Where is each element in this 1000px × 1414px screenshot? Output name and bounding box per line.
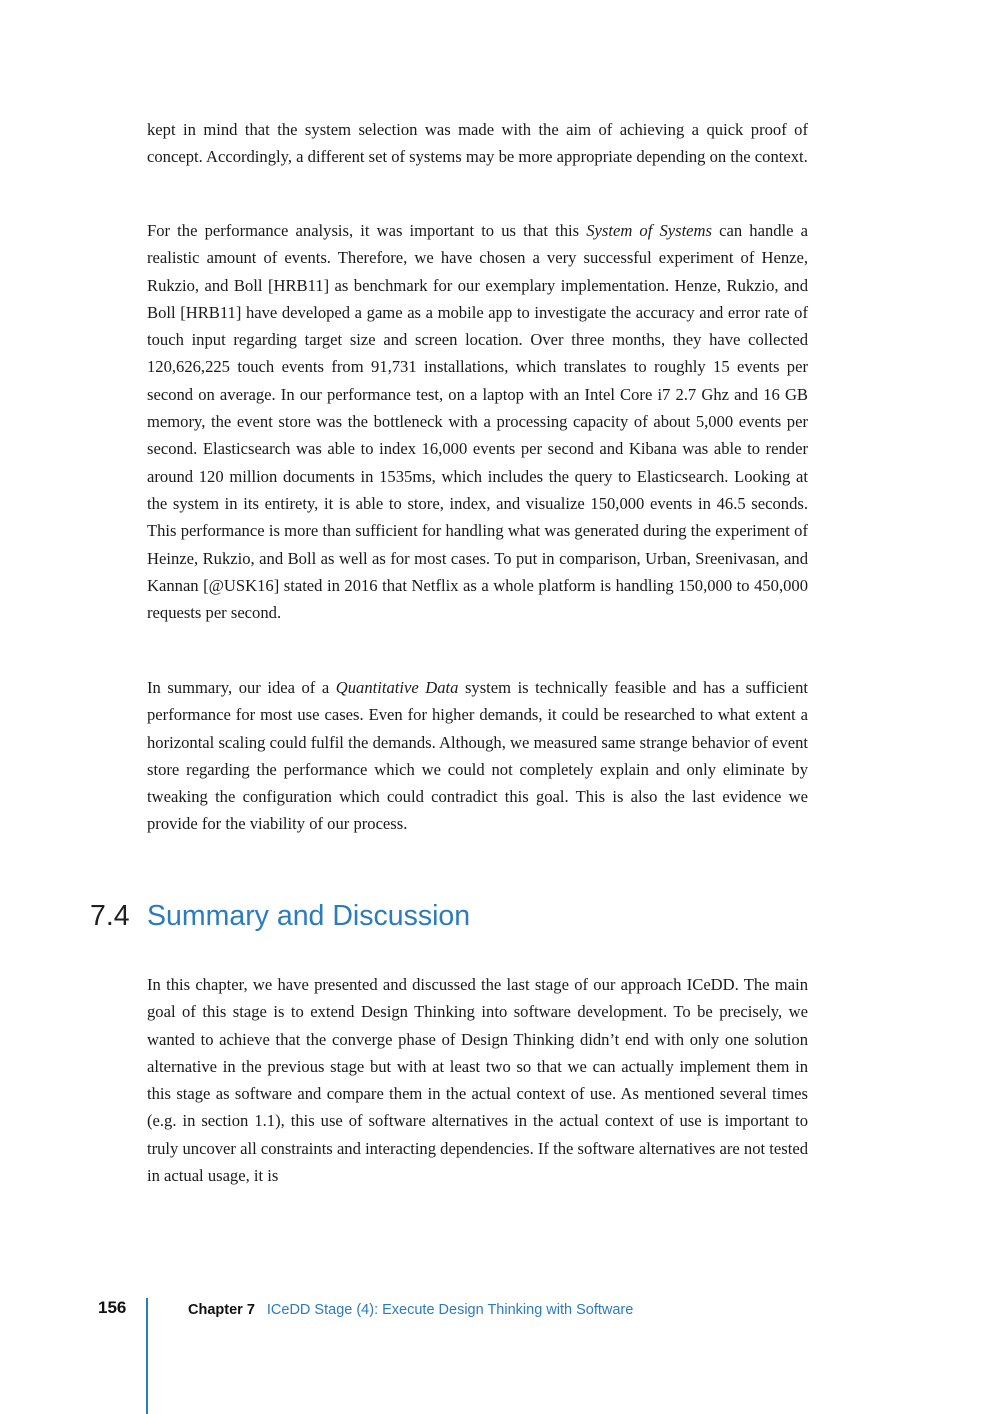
running-footer <box>188 1302 633 1318</box>
paragraph-4 <box>147 971 808 1189</box>
paragraph-3-text-start: In summary, our idea of a <box>147 678 336 697</box>
section-number: 7.4 <box>90 900 130 932</box>
footer-chapter-title: ICeDD Stage (4): Execute Design Thinking with Software <box>266 1302 634 1318</box>
paragraph-3-emphasis: Quantitative Data <box>335 678 459 697</box>
paragraph-2-emphasis: System of Systems <box>586 221 712 240</box>
paragraph-4-text: In this chapter, we have presented and discussed the last stage of our approach ICeDD. The main goal of this stage is to extend Design Thinking into software development. To be precisely, we wanted to achieve that the converge phase of Design Thinking didn’t end with only one solution alternative in the previous stage but with at least two so that we can actually implement them in this stage as software and compare them in the actual context of use. As mentioned several times (e.g. in section 1.1), this use of software alternatives in the actual context of use is important to truly uncover all constraints and interacting dependencies. If the software alternatives are not tested in actual usage, it is <box>147 975 808 1186</box>
footer-divider <box>146 1298 148 1414</box>
paragraph-3-text-end: system is technically feasible and has a sufficient performance for most use cases. Even for higher demands, it could be researched to what extent a horizontal scaling could fulfil the demands. Although, we measured same strange behavior of event store regarding the performance which we could not completely explain and only eliminate by tweaking the configuration which could contradict this goal. This is also the last evidence we provide for the viability of our process. <box>147 678 808 834</box>
footer-chapter-label: Chapter 7 <box>188 1302 255 1318</box>
paragraph-1-text: kept in mind that the system selection was made with the aim of achieving a quick proof of concept. Accordingly, a different set of systems may be more appropriate depending on the context. <box>147 120 808 167</box>
paragraph-3 <box>147 674 808 838</box>
paragraph-2-text-start: For the performance analysis, it was important to us that this <box>147 221 587 240</box>
section-heading <box>90 896 470 936</box>
paragraph-1 <box>147 116 808 171</box>
paragraph-2 <box>147 217 808 626</box>
paragraph-2-text-end: can handle a realistic amount of events. Therefore, we have chosen a very successful experiment of Henze, Rukzio, and Boll [HRB11] as benchmark for our exemplary implementation. Henze, Rukzio, and Boll [HRB11] have developed a game as a mobile app to investigate the accuracy and error rate of touch input regarding target size and screen location. Over three months, they have collected 120,626,225 touch events from 91,731 installations, which translates to roughly 15 events per second on average. In our performance test, on a laptop with an Intel Core i7 2.7 Ghz and 16 GB memory, the event store was the bottleneck with a processing capacity of about 5,000 events per second. Elasticsearch was able to index 16,000 events per second and Kibana was able to render around 120 million documents in 1535ms, which includes the query to Elasticsearch. Looking at the system in its entirety, it is able to store, index, and visualize 150,000 events in 46.5 seconds. This performance is more than sufficient for handling what was generated during the experiment of Heinze, Rukzio, and Boll as well as for most cases. To put in comparison, Urban, Sreenivasan, and Kannan [@USK16] stated in 2016 that Netflix as a whole platform is handling 150,000 to 450,000 requests per second. <box>147 221 808 623</box>
page-number: 156 <box>98 1298 127 1317</box>
section-title: Summary and Discussion <box>147 900 471 932</box>
